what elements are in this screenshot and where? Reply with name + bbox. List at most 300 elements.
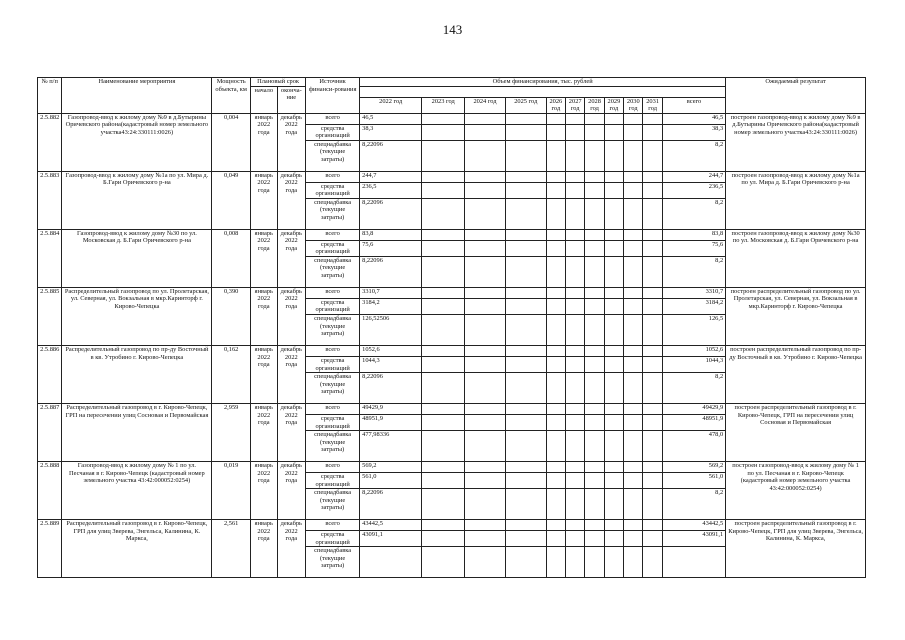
value-total: 38,3 <box>662 124 725 140</box>
funding-source: средства организаций <box>306 531 360 547</box>
value-empty <box>546 531 565 547</box>
value-empty <box>546 240 565 256</box>
value-empty <box>465 298 506 314</box>
table-row <box>38 171 866 182</box>
value-empty <box>624 415 643 431</box>
value-empty <box>505 113 546 124</box>
funding-source: всего <box>306 404 360 415</box>
value-total: 1044,3 <box>662 357 725 373</box>
value-2022: 569,2 <box>360 462 422 473</box>
value-empty <box>546 229 565 240</box>
value-empty <box>505 473 546 489</box>
end-date: декабрь 2022 года <box>277 346 306 404</box>
value-total: 3184,2 <box>662 298 725 314</box>
value-empty <box>643 229 662 240</box>
financing-table <box>37 77 866 578</box>
value-empty <box>566 473 585 489</box>
value-empty <box>505 520 546 531</box>
measure-name: Распределительный газопровод в г. Кирово-Чепецк, ГРП для улиц Зверева, Энгельса, Калинина, К. Маркса, <box>62 520 212 578</box>
value-empty <box>546 256 565 287</box>
value-empty <box>465 373 506 404</box>
value-total: 236,5 <box>662 182 725 198</box>
value-empty <box>422 531 465 547</box>
value-empty <box>546 404 565 415</box>
value-total: 569,2 <box>662 462 725 473</box>
header-year: 2023 год <box>422 97 465 113</box>
value-empty <box>643 256 662 287</box>
end-date: декабрь 2022 года <box>277 520 306 578</box>
value-empty <box>465 531 506 547</box>
value-empty <box>604 229 623 240</box>
value-empty <box>422 404 465 415</box>
funding-source: средства организаций <box>306 473 360 489</box>
funding-source: спецнадбавка (текущие затраты) <box>306 547 360 578</box>
value-empty <box>566 315 585 346</box>
value-empty <box>604 124 623 140</box>
value-empty <box>422 140 465 171</box>
value-empty <box>566 520 585 531</box>
value-2022: 3310,7 <box>360 287 422 298</box>
value-empty <box>604 240 623 256</box>
value-empty <box>643 124 662 140</box>
value-empty <box>624 404 643 415</box>
value-empty <box>624 198 643 229</box>
value-empty <box>624 182 643 198</box>
value-2022: 49429,9 <box>360 404 422 415</box>
value-empty <box>465 404 506 415</box>
value-empty <box>566 489 585 520</box>
value-empty <box>624 256 643 287</box>
value-empty <box>422 315 465 346</box>
expected-result: построен газопровод-ввод к жилому дому №1а по ул. Мира д. Б.Гари Оричевского р-на <box>726 171 866 229</box>
start-date: январь 2022 года <box>251 404 278 462</box>
value-empty <box>624 531 643 547</box>
value-empty <box>585 373 604 404</box>
value-empty <box>604 373 623 404</box>
row-number: 2.5.885 <box>38 287 62 345</box>
value-total: 43091,1 <box>662 531 725 547</box>
capacity-value: 2,561 <box>212 520 251 578</box>
value-empty <box>505 182 546 198</box>
value-empty <box>624 346 643 357</box>
value-empty <box>585 431 604 462</box>
value-empty <box>566 547 585 578</box>
funding-source: всего <box>306 229 360 240</box>
value-total: 1052,6 <box>662 346 725 357</box>
funding-source: всего <box>306 287 360 298</box>
value-empty <box>566 256 585 287</box>
value-empty <box>566 431 585 462</box>
funding-source: всего <box>306 346 360 357</box>
value-empty <box>624 431 643 462</box>
value-empty <box>465 124 506 140</box>
value-empty <box>505 287 546 298</box>
header-year: 2029 год <box>604 97 623 113</box>
value-2022: 43442,5 <box>360 520 422 531</box>
row-number: 2.5.883 <box>38 171 62 229</box>
value-total: 46,5 <box>662 113 725 124</box>
value-empty <box>604 531 623 547</box>
row-number: 2.5.882 <box>38 113 62 171</box>
value-empty <box>643 113 662 124</box>
value-empty <box>422 520 465 531</box>
header-result: Ожидаемый результат <box>726 78 866 114</box>
value-empty <box>422 124 465 140</box>
expected-result: построен распределительный газопровод в г. Кирово-Чепецк, ГРП на пересечении улиц Сосновая и Первомайская <box>726 404 866 462</box>
value-empty <box>624 547 643 578</box>
value-empty <box>643 431 662 462</box>
value-empty <box>604 473 623 489</box>
value-empty <box>604 462 623 473</box>
value-empty <box>566 373 585 404</box>
value-empty <box>643 404 662 415</box>
value-empty <box>465 140 506 171</box>
value-empty <box>566 462 585 473</box>
value-empty <box>604 113 623 124</box>
measure-name: Распределительный газопровод в г. Кирово-Чепецк, ГРП на пересечении улиц Сосновая и Первомайская <box>62 404 212 462</box>
value-empty <box>465 431 506 462</box>
value-empty <box>604 346 623 357</box>
value-empty <box>643 531 662 547</box>
table-row <box>38 520 866 531</box>
funding-source: спецнадбавка (текущие затраты) <box>306 431 360 462</box>
funding-source: средства организаций <box>306 415 360 431</box>
value-empty <box>585 346 604 357</box>
value-empty <box>585 298 604 314</box>
header-year: 2022 год <box>360 97 422 113</box>
value-empty <box>604 404 623 415</box>
end-date: декабрь 2022 года <box>277 404 306 462</box>
funding-source: спецнадбавка (текущие затраты) <box>306 140 360 171</box>
capacity-value: 0,008 <box>212 229 251 287</box>
value-empty <box>585 171 604 182</box>
value-total: 48951,9 <box>662 415 725 431</box>
header-row-1 <box>38 78 866 87</box>
funding-source: средства организаций <box>306 240 360 256</box>
value-empty <box>643 520 662 531</box>
value-2022: 46,5 <box>360 113 422 124</box>
value-empty <box>585 415 604 431</box>
value-2022: 38,3 <box>360 124 422 140</box>
value-empty <box>422 431 465 462</box>
value-empty <box>643 182 662 198</box>
value-empty <box>585 315 604 346</box>
header-year: 2025 год <box>505 97 546 113</box>
value-empty <box>465 287 506 298</box>
start-date: январь 2022 года <box>251 520 278 578</box>
value-empty <box>643 298 662 314</box>
value-empty <box>643 357 662 373</box>
value-total: 3310,7 <box>662 287 725 298</box>
funding-source: спецнадбавка (текущие затраты) <box>306 315 360 346</box>
capacity-value: 0,004 <box>212 113 251 171</box>
header-volume: Объем финансирования, тыс. рублей <box>360 78 726 87</box>
value-empty <box>585 182 604 198</box>
value-total: 8,2 <box>662 256 725 287</box>
value-empty <box>566 182 585 198</box>
value-empty <box>624 315 643 346</box>
value-empty <box>643 171 662 182</box>
value-empty <box>422 287 465 298</box>
table-row <box>38 287 866 298</box>
value-empty <box>566 415 585 431</box>
end-date: декабрь 2022 года <box>277 462 306 520</box>
header-name: Наименование мероприятия <box>62 78 212 114</box>
value-empty <box>566 113 585 124</box>
value-total: 478,0 <box>662 431 725 462</box>
value-empty <box>422 298 465 314</box>
value-empty <box>505 240 546 256</box>
value-empty <box>643 346 662 357</box>
value-total: 8,2 <box>662 489 725 520</box>
value-empty <box>624 140 643 171</box>
funding-source: средства организаций <box>306 298 360 314</box>
header-capacity: Мощность объекта, км <box>212 78 251 114</box>
value-empty <box>546 198 565 229</box>
value-empty <box>585 489 604 520</box>
value-empty <box>546 124 565 140</box>
value-2022: 236,5 <box>360 182 422 198</box>
value-empty <box>465 473 506 489</box>
value-empty <box>546 298 565 314</box>
value-empty <box>546 431 565 462</box>
value-total <box>662 547 725 578</box>
value-empty <box>566 404 585 415</box>
value-empty <box>566 240 585 256</box>
value-empty <box>624 240 643 256</box>
value-empty <box>643 415 662 431</box>
value-empty <box>643 198 662 229</box>
value-empty <box>505 171 546 182</box>
value-empty <box>422 357 465 373</box>
value-empty <box>546 113 565 124</box>
table-row <box>38 404 866 415</box>
value-empty <box>643 489 662 520</box>
value-2022: 8,22096 <box>360 140 422 171</box>
value-empty <box>422 489 465 520</box>
value-empty <box>546 315 565 346</box>
header-total: всего <box>662 97 725 113</box>
row-number: 2.5.884 <box>38 229 62 287</box>
value-empty <box>604 287 623 298</box>
value-empty <box>604 431 623 462</box>
capacity-value: 0,162 <box>212 346 251 404</box>
value-empty <box>505 256 546 287</box>
value-empty <box>505 547 546 578</box>
value-empty <box>585 462 604 473</box>
measure-name: Распределительный газопровод по пр-ду Восточный в кв. Утробино г. Кирово-Чепецка <box>62 346 212 404</box>
measure-name: Газопровод-ввод к жилому дому № 1 по ул. Песчаная в г. Кирово-Чепецк (кадастровый номер земельного участка 43:42:000052:0254) <box>62 462 212 520</box>
value-empty <box>643 547 662 578</box>
value-empty <box>505 229 546 240</box>
value-empty <box>546 373 565 404</box>
header-year: 2028 год <box>585 97 604 113</box>
start-date: январь 2022 года <box>251 171 278 229</box>
header-num: № п/п <box>38 78 62 114</box>
measure-name: Газопровод-ввод к жилому дому №1а по ул. Мира д. Б.Гари Оричевского р-на <box>62 171 212 229</box>
value-empty <box>566 287 585 298</box>
header-end: оконча-ние <box>277 86 306 113</box>
value-empty <box>546 489 565 520</box>
value-empty <box>505 489 546 520</box>
value-2022: 3184,2 <box>360 298 422 314</box>
value-2022: 1052,6 <box>360 346 422 357</box>
value-empty <box>624 298 643 314</box>
value-empty <box>585 357 604 373</box>
header-year: 2031 год <box>643 97 662 113</box>
value-empty <box>505 140 546 171</box>
value-empty <box>422 547 465 578</box>
value-total: 43442,5 <box>662 520 725 531</box>
value-2022 <box>360 547 422 578</box>
value-empty <box>624 113 643 124</box>
value-empty <box>465 113 506 124</box>
value-empty <box>566 171 585 182</box>
header-start: начало <box>251 86 278 113</box>
row-number: 2.5.889 <box>38 520 62 578</box>
value-empty <box>604 171 623 182</box>
value-empty <box>585 229 604 240</box>
value-2022: 75,6 <box>360 240 422 256</box>
start-date: январь 2022 года <box>251 287 278 345</box>
value-empty <box>604 315 623 346</box>
header-volume-spacer <box>360 86 726 97</box>
table-row <box>38 346 866 357</box>
end-date: декабрь 2022 года <box>277 287 306 345</box>
value-empty <box>585 547 604 578</box>
value-empty <box>585 113 604 124</box>
value-empty <box>604 182 623 198</box>
value-empty <box>604 140 623 171</box>
header-source: Источник финанси-рования <box>306 78 360 114</box>
value-empty <box>546 140 565 171</box>
value-empty <box>505 404 546 415</box>
end-date: декабрь 2022 года <box>277 171 306 229</box>
value-empty <box>465 229 506 240</box>
page-number: 143 <box>442 22 463 37</box>
expected-result: построен газопровод-ввод к жилому дому №9 в д.Бутырины Оричевского района(кадастровый номер земельного участка43:24:330111:0026) <box>726 113 866 171</box>
value-empty <box>422 256 465 287</box>
value-empty <box>566 298 585 314</box>
expected-result: построен распределительный газопровод в г. Кирово-Чепецк, ГРП для улиц Зверева, Энгельса, Калинина, К. Маркса, <box>726 520 866 578</box>
value-empty <box>546 520 565 531</box>
value-2022: 8,22096 <box>360 256 422 287</box>
value-total: 8,2 <box>662 198 725 229</box>
value-empty <box>624 462 643 473</box>
value-empty <box>505 431 546 462</box>
end-date: декабрь 2022 года <box>277 113 306 171</box>
value-empty <box>585 198 604 229</box>
end-date: декабрь 2022 года <box>277 229 306 287</box>
value-empty <box>465 171 506 182</box>
value-empty <box>465 315 506 346</box>
funding-source: спецнадбавка (текущие затраты) <box>306 256 360 287</box>
value-empty <box>643 140 662 171</box>
value-empty <box>505 315 546 346</box>
value-empty <box>643 287 662 298</box>
value-empty <box>585 140 604 171</box>
value-empty <box>546 415 565 431</box>
value-empty <box>585 287 604 298</box>
value-total: 126,5 <box>662 315 725 346</box>
value-empty <box>505 462 546 473</box>
value-empty <box>566 140 585 171</box>
value-2022: 8,22096 <box>360 373 422 404</box>
start-date: январь 2022 года <box>251 113 278 171</box>
value-empty <box>465 256 506 287</box>
value-total: 561,0 <box>662 473 725 489</box>
funding-source: спецнадбавка (текущие затраты) <box>306 198 360 229</box>
start-date: январь 2022 года <box>251 346 278 404</box>
value-empty <box>422 346 465 357</box>
value-empty <box>505 124 546 140</box>
value-empty <box>465 520 506 531</box>
value-empty <box>585 473 604 489</box>
value-empty <box>643 373 662 404</box>
expected-result: построен распределительный газопровод по ул. Пролетарская, ул. Северная, ул. Вокзальная в мкр.Каринторф г. Кирово-Чепецка <box>726 287 866 345</box>
value-empty <box>546 346 565 357</box>
value-empty <box>566 531 585 547</box>
row-number: 2.5.886 <box>38 346 62 404</box>
expected-result: построен газопровод-ввод к жилому дому №30 по ул. Московская д. Б.Гари Оричевского р-на <box>726 229 866 287</box>
value-empty <box>604 357 623 373</box>
value-total: 244,7 <box>662 171 725 182</box>
value-empty <box>546 473 565 489</box>
value-empty <box>604 489 623 520</box>
value-empty <box>465 346 506 357</box>
value-empty <box>604 298 623 314</box>
value-empty <box>643 240 662 256</box>
value-2022: 43091,1 <box>360 531 422 547</box>
value-total: 75,6 <box>662 240 725 256</box>
value-empty <box>422 473 465 489</box>
value-total: 83,8 <box>662 229 725 240</box>
value-empty <box>585 520 604 531</box>
value-empty <box>465 182 506 198</box>
header-year: 2027 год <box>566 97 585 113</box>
value-empty <box>624 473 643 489</box>
value-empty <box>465 547 506 578</box>
header-plan: Плановый срок <box>251 78 306 87</box>
value-empty <box>585 256 604 287</box>
value-empty <box>624 357 643 373</box>
value-empty <box>505 373 546 404</box>
funding-source: средства организаций <box>306 357 360 373</box>
value-empty <box>624 124 643 140</box>
value-empty <box>604 256 623 287</box>
value-empty <box>505 346 546 357</box>
funding-source: всего <box>306 171 360 182</box>
value-empty <box>624 489 643 520</box>
value-empty <box>546 462 565 473</box>
table-row <box>38 229 866 240</box>
value-empty <box>585 124 604 140</box>
value-empty <box>422 171 465 182</box>
value-empty <box>505 531 546 547</box>
value-empty <box>604 547 623 578</box>
funding-source: спецнадбавка (текущие затраты) <box>306 489 360 520</box>
value-empty <box>505 198 546 229</box>
value-empty <box>465 198 506 229</box>
value-empty <box>422 373 465 404</box>
expected-result: построен распределительный газопровод по пр-ду Восточный в кв. Утробино г. Кирово-Чепецка <box>726 346 866 404</box>
value-empty <box>505 357 546 373</box>
value-empty <box>604 415 623 431</box>
value-empty <box>624 520 643 531</box>
funding-source: всего <box>306 520 360 531</box>
value-empty <box>566 198 585 229</box>
value-empty <box>505 298 546 314</box>
